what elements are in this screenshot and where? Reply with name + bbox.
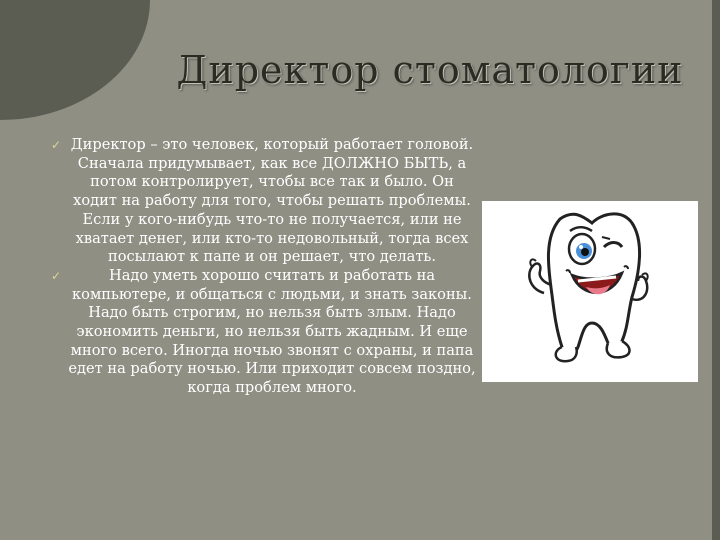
slide-title: Директор стоматологии	[176, 48, 684, 92]
check-bullet-icon: ✓	[50, 138, 62, 152]
check-bullet-icon: ✓	[50, 268, 62, 283]
paragraph-2	[50, 266, 478, 398]
cartoon-tooth-icon	[482, 201, 698, 382]
slide-body	[50, 136, 478, 398]
paragraph-2-text: Надо уметь хорошо считать и работать на компьютере, и общаться с людьми, и знать законы. Надо быть строгим, но нельзя быть злым. Надо экономить деньги, но нельзя быть жадным. И еще много всего. Иногда ночью звонят с охраны, и папа едет на работу ночью. Или приходит совсем поздно, когда проблем много.	[68, 266, 476, 397]
tooth-image	[482, 201, 698, 382]
paragraph-1-text: Директор – это человек, который работает головой. Сначала придумывает, как все ДОЛЖНО БЫТЬ, а потом контролирует, чтобы все так и было. Он ходит на работу для того, чтобы решать проблемы. Если у кого-нибудь что-то не получается, или не хватает денег, или кто-то недовольный, тогда всех посылают к папе и он решает, что делать.	[70, 136, 474, 266]
paragraph-1	[50, 136, 478, 267]
